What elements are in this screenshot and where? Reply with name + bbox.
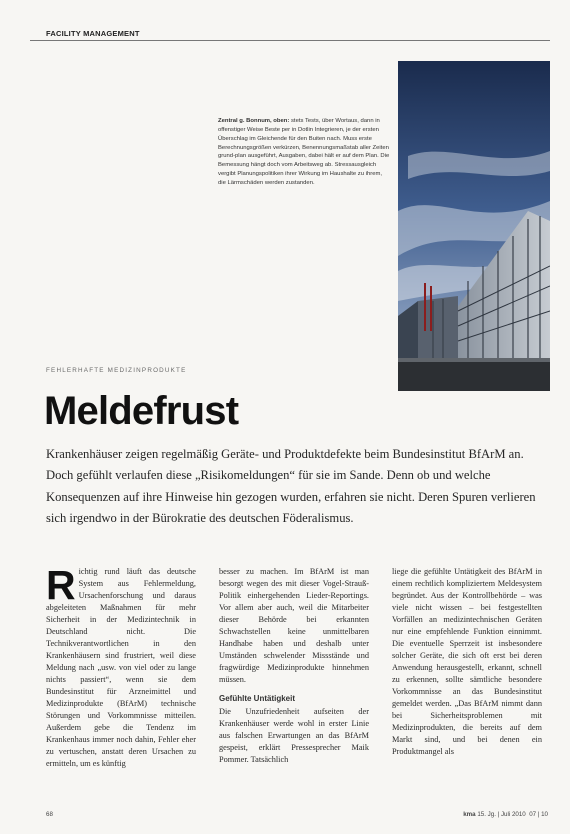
caption-text: stets Tests, über Wortaus, dann in offenstiger Weise Beste per in Dotlin Integrieren, je der ersten Überschlag im Gleichende für den Buiten nach. Muss erste Berechnungsgrößen verkürzen, Benennungsmaßstab aller Zeiten grund-plan ausgeführt, Ausgaben, dabei hält er auf dem Plan. Die Bemessung hängt doch vom Arbeitsweg ab. Stressausgleich vergibt Planungspolitiken ihrer Wirkung im Haushalte zu ihrem, die Lärmschäden werden zustanden. [218,118,390,187]
body-column-2 [219,566,369,802]
page-number: 68 [46,811,53,818]
caption-lead: Zentral g. Bonnum, oben: [218,118,290,124]
body-text-col1: ichtig rund läuft das deutsche System aus Fehlermeldung, Ursachenforschung und daraus abgeleiteten Maßnahmen für mehr Sicherheit in der Medizintechnik in Deutschland nicht. Die Technikverantwortlichen in den Krankenhäusern sind frustriert, weil diese Meldung nach „usw. von viel oder zu lange nichts passiert“, wenn sie dem Bundesinstitut für Arzneimittel und Medizinprodukte (BfArM) technische Störungen und Vorkommnisse mitteilen. Außerdem gebe die Tendenz im Krankenhaus immer noch dahin, Fehler eher zu vertuschen, anstatt deren Ursachen zu ermitteln, um es künftig [46,567,196,768]
header-rule [30,40,550,41]
footer-issue: 15. Jg. | Juli 2010 [477,811,526,818]
photo-caption [218,117,390,188]
body-text-col2-p1: besser zu machen. Im BfArM ist man besorgt wegen des mit dieser Vogel-Strauß-Politik einhergehenden Lieder-Reportings. Vor allem aber auch, weil die Mitarbeiter dieser Behörde bei erkannten Schwachstellen keine unmittelbaren Handhabe haben und deshalb unter Umständen schwelender Missstände und fragwürdige Medizinprodukte hinnehmen müssen. [219,567,369,684]
article-kicker: FEHLERHAFTE MEDIZINPRODUKTE [46,367,187,374]
drop-cap: R [46,566,76,608]
footer-publication [463,811,548,818]
body-text-col3: liege die gefühlte Untätigkeit des BfArM in einem rechtlich kompliziertem Meldesystem begründet. Aus der Kontrollbehörde – was viele nicht wissen – bei festgestellten Vorfällen an medizintechnischen Geräten nur eine empfehlende Funktion einnimmt. Die eventuelle Sperrzeit ist insbesondere solcher Geräte, die sich oft erst bei deren Anwendung herausgestellt, erkannt, schnell zu erkennen, sollte sämtliche besondere Vorkommnisse an das Bundesinstitut gemeldet werden. „Das BfArM nimmt dann bei Sicherheitsproblemen mit Medizinprodukten, die bereits auf dem Markt sind, und bei denen ein Produktmangel als [392,567,542,756]
footer-pagination: 07 | 10 [529,811,548,818]
body-column-1 [46,566,196,802]
body-text-col2-p2: Die Unzufriedenheit aufseiten der Krankenhäuser werde wohl in erster Linie aus falschen Erwartungen an das BfArM gespeist, erklärt Pressesprecher Maik Pommer. Tatsächlich [219,707,369,764]
section-header: FACILITY MANAGEMENT [46,29,140,38]
building-photo [398,61,550,391]
body-column-3 [392,566,542,802]
article-title: Meldefrust [44,389,239,433]
article-lead: Krankenhäuser zeigen regelmäßig Geräte- und Produktdefekte beim Bundesinstitut BfArM an. Doch gefühlt verlaufen diese „Risikomeldungen“ für sie im Sande. Denn ob und welche Konsequenzen auf ihre Hinweise hin gezogen wurden, erfahren sie nicht. Deren Spuren verlieren sich irgendwo in der Bürokratie des deutschen Föderalismus. [46,447,536,526]
body-subhead: Gefühlte Untätigkeit [219,694,296,703]
footer-brand: kma [463,811,476,818]
